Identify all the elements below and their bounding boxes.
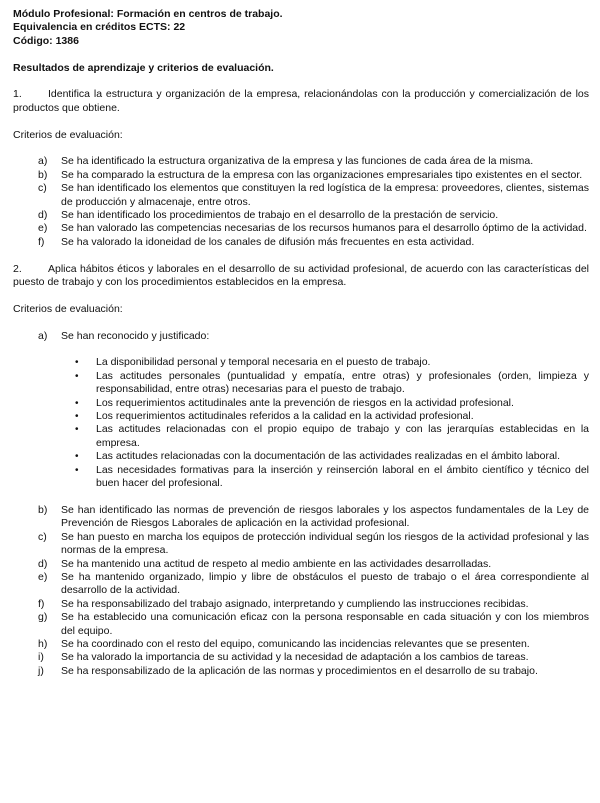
criterion-item	[13, 209, 589, 222]
ects-credits-line: Equivalencia en créditos ECTS: 22	[13, 21, 186, 34]
criterion-item	[13, 665, 589, 678]
criterion-text: Se han valorado las competencias necesarias de los recursos humanos para el desarrollo óptimo de la actividad.	[61, 222, 587, 235]
criterion-marker: d)	[38, 557, 48, 570]
criterion-marker: c)	[38, 530, 47, 543]
criterion-text: Se han identificado las normas de prevención de riesgos laborales y los aspectos fundamentales de la Ley de Prevención de Riesgos Laborales de aplicación en la actividad profesional.	[61, 503, 589, 530]
criterion-marker: f)	[38, 235, 45, 248]
result-2-number: 2.	[13, 262, 22, 275]
bullet-icon: •	[75, 397, 79, 409]
criterion-text: Se ha valorado la idoneidad de los canales de difusión más frecuentes en esta actividad.	[61, 235, 475, 248]
section-heading: Resultados de aprendizaje y criterios de evaluación.	[13, 61, 274, 74]
criterion-item	[13, 504, 589, 531]
criterion-marker: g)	[38, 611, 48, 624]
criterion-text: Se ha mantenido organizado, limpio y libre de obstáculos el puesto de trabajo o el área correspondiente al desarrollo de la actividad.	[61, 570, 589, 597]
criterion-marker: c)	[38, 182, 47, 195]
criterion-marker: h)	[38, 637, 48, 650]
result-2-text: Aplica hábitos éticos y laborales en el desarrollo de su actividad profesional, de acuerdo con las características del puesto de trabajo y con los procedimientos establecidos en la empresa.	[13, 262, 589, 289]
result-1-number: 1.	[13, 88, 22, 101]
criterion-item	[13, 182, 589, 209]
bullet-text: Las actitudes relacionadas con la documentación de las actividades realizadas en el ámbito laboral.	[96, 450, 561, 463]
result-1-statement	[13, 88, 589, 115]
bullet-icon: •	[75, 424, 79, 436]
module-title: Módulo Profesional: Formación en centros de trabajo.	[13, 8, 283, 20]
criterion-item	[13, 236, 589, 249]
criterion-item	[13, 558, 589, 571]
criterion-text: Se ha establecido una comunicación eficaz con la persona responsable en cada situación y con los miembros del equipo.	[61, 611, 589, 637]
criterion-text: Se ha comparado la estructura de la empresa con las organizaciones empresariales tipo existentes en el sector.	[61, 168, 583, 181]
bullet-item	[13, 410, 589, 423]
criterion-marker: a)	[38, 155, 48, 168]
criterion-item	[13, 598, 589, 611]
bullet-icon: •	[75, 357, 79, 369]
bullet-text: Los requerimientos actitudinales referidos a la calidad en la actividad profesional.	[96, 410, 474, 423]
criteria-heading-1: Criterios de evaluación:	[13, 128, 123, 141]
criterion-item	[13, 638, 589, 651]
bullet-icon: •	[75, 451, 79, 463]
result-2-statement	[13, 263, 589, 290]
bullet-item	[13, 370, 589, 397]
criterion-marker: e)	[38, 570, 48, 583]
criterion-text: Se ha identificado la estructura organizativa de la empresa y las funciones de cada área de la misma.	[61, 155, 534, 168]
criterion-text: Se ha mantenido una actitud de respeto al medio ambiente en las actividades desarrolladas.	[61, 557, 492, 570]
criterion-text: Se ha coordinado con el resto del equipo, comunicando las incidencias relevantes que se presenten.	[61, 637, 530, 650]
bullet-text: Los requerimientos actitudinales ante la prevención de riesgos en la actividad profesional.	[96, 396, 514, 409]
criterion-text: Se han puesto en marcha los equipos de protección individual según los riesgos de la actividad profesional y las normas de la empresa.	[61, 530, 589, 557]
bullet-item	[13, 356, 589, 369]
criterion-text: Se ha responsabilizado de la aplicación de las normas y procedimientos en el desarrollo de su trabajo.	[61, 664, 538, 677]
criteria-list-2	[13, 330, 589, 679]
criterion-marker: d)	[38, 209, 48, 222]
document-header	[13, 8, 589, 48]
criteria-list-1	[13, 155, 589, 249]
criterion-text: Se han identificado los procedimientos de trabajo en el desarrollo de la prestación de servicio.	[61, 209, 499, 222]
criterion-text: Se ha responsabilizado del trabajo asignado, interpretando y cumpliendo las instrucciones recibidas.	[61, 597, 529, 610]
criterion-marker: a)	[38, 329, 48, 342]
criterion-marker: b)	[38, 503, 48, 516]
criterion-item	[13, 611, 589, 638]
bullet-list	[13, 356, 589, 490]
criteria-heading-2: Criterios de evaluación:	[13, 302, 123, 315]
bullet-text: Las necesidades formativas para la inserción y reinserción laboral en el ámbito científico y técnico del buen hacer del profesional.	[96, 463, 589, 490]
criterion-item	[13, 651, 589, 664]
criterion-marker: i)	[38, 651, 44, 664]
bullet-text: La disponibilidad personal y temporal necesaria en el puesto de trabajo.	[96, 356, 431, 369]
criterion-marker: j)	[38, 664, 44, 677]
bullet-icon: •	[75, 411, 79, 423]
bullet-item	[13, 464, 589, 491]
bullet-item	[13, 450, 589, 463]
bullet-icon: •	[75, 370, 79, 382]
criterion-marker: b)	[38, 168, 48, 181]
criterion-item	[13, 330, 589, 343]
module-code-line: Código: 1386	[13, 34, 79, 47]
criterion-item	[13, 571, 589, 598]
bullet-text: Las actitudes relacionadas con el propio equipo de trabajo y con las jerarquías establecidas en la empresa.	[96, 423, 589, 449]
criterion-item	[13, 222, 589, 235]
result-1-text: Identifica la estructura y organización de la empresa, relacionándolas con la producción y comercialización de los productos que obtiene.	[13, 88, 589, 114]
criterion-item	[13, 531, 589, 558]
criterion-text: Se han reconocido y justificado:	[61, 329, 210, 342]
criterion-text: Se han identificado los elementos que constituyen la red logística de la empresa: proveedores, clientes, sistemas de producción y almacenaje, entre otros.	[61, 182, 589, 208]
criterion-marker: e)	[38, 222, 48, 235]
criterion-marker: f)	[38, 597, 45, 610]
bullet-item	[13, 397, 589, 410]
bullet-text: Las actitudes personales (puntualidad y empatía, entre otras) y profesionales (orden, limpieza y responsabilidad, entre otras) necesarias para el puesto de trabajo.	[96, 369, 589, 396]
criterion-item	[13, 169, 589, 182]
bullet-item	[13, 423, 589, 450]
bullet-icon: •	[75, 464, 79, 476]
criterion-item	[13, 155, 589, 168]
criterion-text: Se ha valorado la importancia de su actividad y la necesidad de adaptación a los cambios de tareas.	[61, 651, 529, 664]
